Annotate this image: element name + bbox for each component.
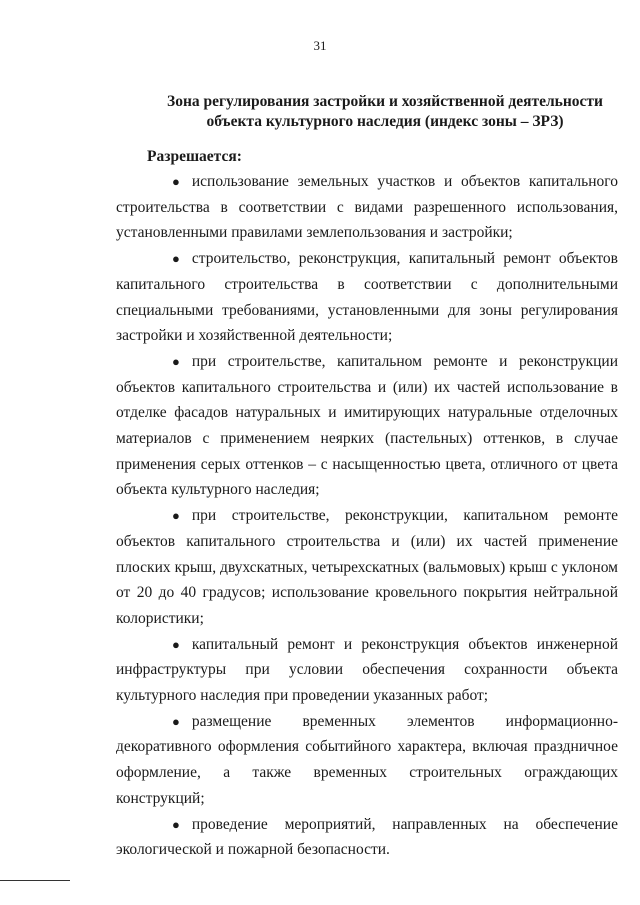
list-item: [116, 246, 618, 349]
page-number: 31: [313, 38, 327, 53]
allowed-list: [116, 169, 618, 863]
list-item-text: строительство, реконструкция, капитальный ремонт объектов капитального строительства в соответствии с дополнительными специальными требованиями, установленными для зоны регулирования застройки и хозяйственной деятельности;: [116, 250, 618, 345]
section-title: [150, 92, 620, 132]
section-title-line-1: Зона регулирования застройки и хозяйственной деятельности: [167, 93, 603, 110]
list-item: [116, 812, 618, 863]
list-item-text: размещение временных элементов информационно-декоративного оформления событийного характера, включая праздничное оформление, а также временных строительных ограждающих конструкций;: [116, 712, 618, 807]
bullet-icon: ●: [172, 508, 180, 524]
footnote-divider: [0, 880, 70, 881]
bullet-icon: ●: [172, 174, 180, 189]
list-item-text: при строительстве, капитальном ремонте и реконструкции объектов капитального строительства и (или) их частей использование в отделке фасадов натуральных и имитирующих натуральные отделочных материалов с применением неярких (пастельных) оттенков, в случае применения серых оттенков – с насыщенностью цвета, отличного от цвета объекта культурного наследия;: [116, 352, 618, 499]
allowed-label: Разрешается:: [147, 148, 242, 165]
section-title-line-2: объекта культурного наследия (индекс зоны – ЗРЗ): [206, 113, 564, 130]
bullet-icon: ●: [172, 713, 180, 729]
list-item-text: при строительстве, реконструкции, капитальном ремонте объектов капитального строительства и (или) их частей применение плоских крыш, двухскатных, четырехскатных (вальмовых) крыш с уклоном от 20 до 40 градусов; использование кровельного покрытия нейтральной колористики;: [116, 507, 618, 627]
bullet-icon: ●: [172, 636, 180, 652]
list-item-text: проведение мероприятий, направленных на обеспечение экологической и пожарной безопасности.: [116, 815, 618, 859]
list-item: [116, 709, 618, 812]
list-item: [116, 503, 618, 632]
bullet-icon: ●: [172, 816, 180, 832]
list-item: [116, 349, 618, 503]
list-item: [116, 169, 618, 246]
bullet-icon: ●: [172, 251, 180, 267]
list-item: [116, 632, 618, 709]
list-item-text: использование земельных участков и объектов капитального строительства в соответствии с видами разрешенного использования, установленными правилами землепользования и застройки;: [116, 173, 618, 242]
list-item-text: капитальный ремонт и реконструкция объектов инженерной инфраструктуры при условии обеспечения сохранности объекта культурного наследия при проведении указанных работ;: [116, 635, 618, 705]
bullet-icon: ●: [172, 353, 180, 369]
